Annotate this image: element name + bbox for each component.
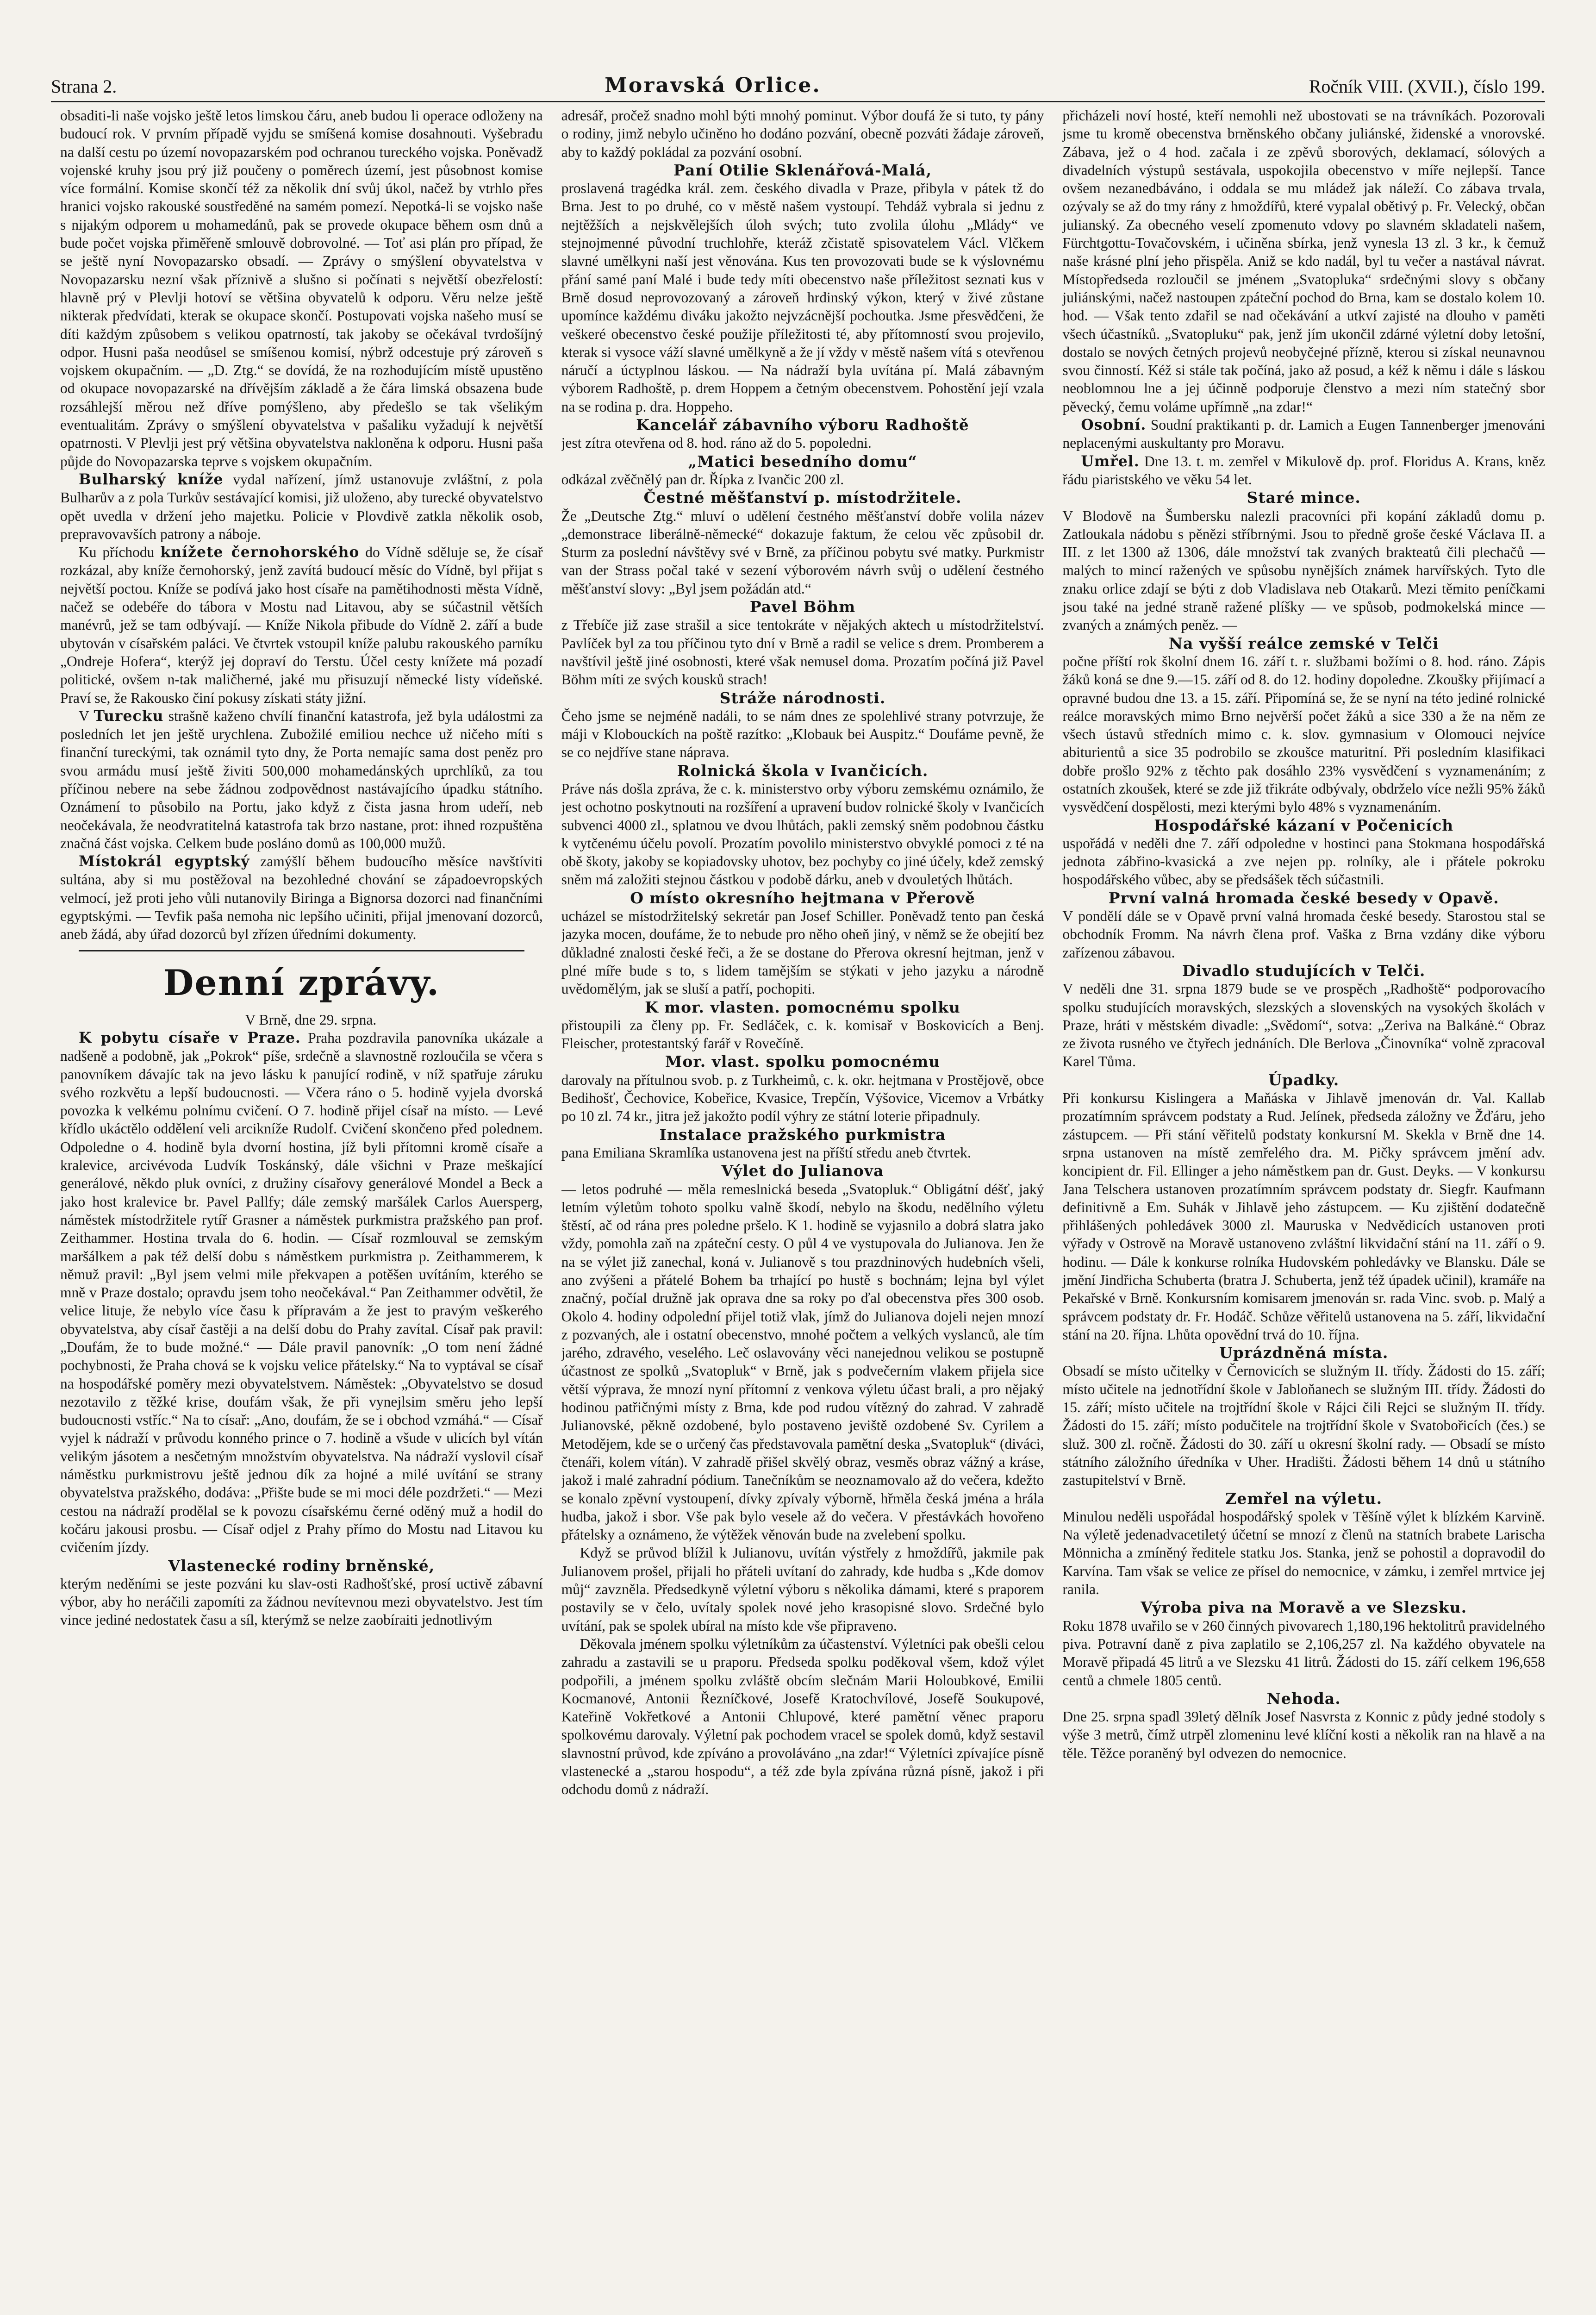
article-heading: Turecku <box>94 707 164 725</box>
article-paragraph: darovaly na přítulnou svob. p. z Turkheimů, c. k. okr. hejtmana v Prostějově, obce Bedihošť, Čechovice, Kobeřice, Kvasice, Trepčín, Výšovice, Vicemov a Vrbátky po 10 zl. 74 kr., jitra jež jakožto podíl výhry ze státní loterie připadnuly. <box>561 1071 1044 1125</box>
article-paragraph <box>60 470 543 543</box>
header-rule <box>51 101 1545 102</box>
article-heading: Zemřel na výletu. <box>1225 1489 1383 1508</box>
article-paragraph: V Blodově na Šumbersku nalezli pracovníci při kopání základů domu p. Zatloukala nádobu s pěnězi stříbrnými. Jsou to předně groše české Václava II. a III. z let 1300 až 1306, dále množství tak zvaných brakteatů čili plechačů — malých to mincí ražených ve spůsobu nynějších známek harvířských. Tyto dle znaku orlice zdají se býti z dob Vladislava neb Otakarů. Mezi těmito peníčkami jsou také na jedné straně ražené plíšky — ve spůsob, podmokelská mince — zvaných a známých peněz. — <box>1062 507 1546 633</box>
article-heading: O místo okresního hejtmana v Přerově <box>630 888 975 907</box>
article-heading: Místokrál egyptský <box>79 853 250 870</box>
article-heading: „Matici besedního domu“ <box>688 452 917 470</box>
article-paragraph <box>60 707 543 852</box>
article-paragraph: obsaditi-li naše vojsko ještě letos limskou čáru, aneb budou li operace odloženy na budoucí rok. V prvním případě vyjdu se smíšená komise dosahnouti. Vyšebradu na další cestu po území novopazarském pod ochranou tureckého vojska. Poněvadž vojenské kruhy jsou prý již poučeny o poměrech území, jest působnost komise více formální. Komise skončí též za několik dní svůj úkol, načež by vtrhlo přes hranici vojsko rakouské soustředěné na samém pomezí. Nepotká-li se vojsko naše s nijakým odporem u mohamedánů, pak se provede okupace během osm dnů a bude počet vojska přiměřeně smlouvě dobrovolné. — Toť asi plán pro případ, že se ještě nyní Novopazarsko obsadí. — Zprávy o smýšlení obyvatelstva v Novopazarsku nezní však příznivě a slušno si počínati s největší obezřelostí: hlavně prý v Plevlji hotoví se většina obyvatelů k odporu. Věru nelze ještě nikterak předvídati, kterak se okupace skončí. Postupovati vojska našeho musí se díti každým způsobem s velikou opatrností, tak jakoby se očekával tvrdošíjný odpor. Husni paša neodůsel se smíšenou komisí, nýbrž odcestuje prý zároveň s vojskem okupačním. — „D. Ztg.“ se dovídá, že na rozhodujícím místě upustěno od okupace novopazarské na dřívějším základě a že čára limská obsazena bude rozsáhlejší měrou než dříve pomýšleno, aby předešlo se tak všelikým eventualitám. Zprávy o smýšlení obyvatelstva v pašaliku vyžadují k největší opatrnosti. V Plevlji jest prý většina obyvatelstva nakloněna k odporu. Husni paša půjde do Novopazarska teprve s vojskem okupačním. <box>60 107 543 469</box>
article-heading: Uprázdněná místa. <box>1219 1344 1389 1362</box>
article-paragraph: Děkovala jménem spolku výletníkům za účastenství. Výletníci pak obešli celou zahradu a zastavili se u praporu. Předseda spolku poděkoval všem, kdož výlet podpořili, a jménem spolku zvláště obcím slečnám Marii Holoubkové, Emilii Kocmanové, Antonii Řezníčkové, Josefě Kratochvílové, Josefě Soukupové, Kateřině Vokřetkové a Antonii Chlupové, které pamětní věnec praporu spolkovému darovaly. Výletní pak pochodem vracel se spolek domů, když sestavil slavnostní průvod, kde zpíváno a provoláváno „na zdar!“ Výletníci zpívajíce písně vlastenecké a „starou hospodu“, a též zde byla zpívána různá písně, jakož i při odchodu domů z nádraží. <box>561 1635 1044 1798</box>
dateline: V Brně, dne 29. srpna. <box>245 1011 377 1028</box>
article-paragraph: jest zítra otevřena od 8. hod. ráno až do 5. popoledni. <box>561 435 872 451</box>
article-paragraph: Když se průvod blížil k Julianovu, uvítán výstřely z hmoždířů, jakmile pak Julianovem prošel, přijali ho přáteli uvítaní do zahrady, kde hudba s „Kde domov můj“ zavzněla. Předsedkyně výletní výboru s několika dámami, které s praporem postavily se v čelo, uvítaly spolek nové jeho krasopisné slovo. Srdečné bylo uvítání, pak se spolek ubíral na místo kde vše připraveno. <box>561 1545 1044 1634</box>
article-text: strašně kaženo chvílí finanční katastrofa, jež byla událostmi za posledních let jen ještě urychlena. Zubožilé emiliou nechce už ničeho míti s finanční tureckými, tak oznámil tyto dny, že Porta nemajíc sama dost peněz pro svou armádu musí ještě živiti 500,000 mohamedánských uprchlíků, za tou příčinou nebere na sebe žádnou zodpovědnost nastávajícího úpadku státního. Oznámení to působilo na Portu, jako když z čista jasna hrom udeří, neb neočekávala, že neodvratitelná katastrofa tak brzo nastane, prot: ihned rozpuštěna značná část vojska. Celkem bude posláno domů as 100,000 mužů. <box>60 707 543 851</box>
article-paragraph <box>60 852 543 943</box>
article-paragraph: Dne 25. srpna spadl 39letý dělník Josef Nasvrsta z Konnic z půdy jedné stodoly s výše 3 metrů, čímž utrpěl zlomeninu levé klíční kosti a několik ran na hlavě a na těle. Těžce poraněný byl odvezen do nemocnice. <box>1062 1708 1546 1761</box>
article-paragraph: z Třebíče již zase strašil a sice tentokráte v nějakých aktech u místodržitelství. Pavlíček byl za tou příčinou tyto dní v Brně a radil se velice s drem. Promberem a navštívil ještě jiné osobnosti, které však nemusel doma. Prozatím počíná již Pavel Böhm míti ze svých kousků strach! <box>561 617 1044 688</box>
article-paragraph: kterým neděními se jeste pozváni ku slav-osti Radhošťské, prosí uctivě zábavní výbor, aby ho neráčili zapomíti za žádnou nevítevnou mezi obyvatelstvo. Jest tím vince jediné nedostatek času a síl, kterýmž se nelze zaobíraiti jednotlivým <box>60 1575 543 1628</box>
article-heading: Umřel. <box>1081 452 1140 470</box>
article-paragraph: Práve nás došla zpráva, že c. k. ministerstvo orby výboru zemskému oznámilo, že jest ochotno poskytnouti na rozšíření a upravení budov rolnické školy v Ivančicích subvenci 4000 zl., splatnou ve dvou lhůtách, pakli zemský sněm podobnou částku k vytčenému účelu povolí. Prozatím povolilo ministerstvo obvyklé pomoci z té na obě škoty, jakoby se kopiadovsky uhotov, bez pochyby co jiné účely, kdež zemský sněm má založiti stejnou částkou v podobě dárku, aneb v dvouletých lhůtách. <box>561 780 1044 888</box>
article-heading: Kancelář zábavního výboru Radhoště <box>636 416 969 434</box>
column-1 <box>60 106 543 2315</box>
article-paragraph <box>60 543 543 707</box>
article-text: Ku příchodu <box>79 544 155 561</box>
article-paragraph: Čeho jsme se nejméně nadáli, to se nám dnes ze spolehlivé strany potvrzuje, že máji v Klobouckích na poště razítko: „Klobauk bei Auspitz.“ Doufáme pevně, že se co nejdříve stane náprava. <box>561 707 1044 761</box>
page-number: Strana 2. <box>51 76 117 97</box>
article-heading: Hospodářské kázaní v Počenicích <box>1154 816 1454 834</box>
article-paragraph: proslavená tragédka král. zem. českého divadla v Praze, přibyla v pátek tž do Brna. Jest to po druhé, co v městě našem vystoupí. Tehdáž vybrala si jednu z nejtěžších a nejskvělejších úloh svých; tuto zvolila úlohu „Mlády“ ve stejnojmenné původní truchlohře, kteráž zčistatě spisovatelem Václ. Vlčkem slavné umělkyni naší jest věnována. Kus ten provozovati bude se k výslovnému přání samé paní Malé i bude tedy míti obecenstvo naše příležitost seznati kus v Brně dosud neprovozovaný a zároveň hrdinský výkon, který v živé zůstane upomínce každému diváku jakožto nejvzácnější pochoutka. Jsme přesvědčeni, že veškeré obecenstvo české použije příležitosti té, aby přítomností svou projevilo, kterak si vysoce váží slavné umělkyně a že jí vždy v městě našem vítá s otevřenou náručí a úctyplnou láskou. — Na nádraží byla uvítána pí. Malá zábavným výborem Radhoště, p. drem Hoppem a četným obecenstvem. Pohostění její vzala na se rodina p. dra. Hoppeho. <box>561 180 1044 415</box>
article-paragraph <box>60 1029 543 1557</box>
article-heading: Pavel Böhm <box>749 598 856 616</box>
article-text: Praha pozdravila panovníka ukázale a nadšeně a podobně, jak „Pokrok“ píše, srdečně a slavnostně rozloučila se včera s panovníkem dávajíc tak na jevo lásku k panující rodině, v níž spatřuje záruku svého rozkvětu a lepší budoucnosti. — Včera ráno o 5. hodině vyjela dvorská povozka k velkému polnímu cvičení. O 7. hodině přijel císař na místo. — Levé křídlo ukáctělo oddělení veli arcikníže Rudolf. Cvičení skončeno před polednem. Odpoledne o 4. hodině byla dvorní hostina, jíž byli přítomni kromě císaře a kralevice, arcivévoda Ludvík Toskánský, dále všichni v Praze meškající generálové, někdo pluk ovníci, z družiny císařovy generálové Mondel a Beck a jako host kralevice br. Pavel Pallfy; dále zemský maršálek Carlos Auersperg, náměstek místodržitele rytíř Grasner a náměstek purkmistra pražského pan prof. Zeithammer. Hostina trvala do 6. hodin. — Císař rozmlouval se zemským maršálkem a pak též delší dobu s náměstkem purkmistra p. Zeithammerem, k němuž pravil: „Byl jsem velmi mile překvapen a potěšen uvítáním, kterého se mně v Praze dostalo; opravdu jsem toho neočekával.“ Pan Zeithammer odvětil, že velice lituje, že nebylo více času k přípravám a že jest to pravým veškerého obyvatelstva, aby císař častěji a na delší dobu do Prahy zavítal. Císař pak pravil: „Doufám, že to bude možné.“ — Dále pravil panovník: „O tom není žádné pochybnosti, že Praha chová se k vojsku velice přátelsky.“ Na to vyptával se císař na hospodářské poměry mezi obyvatelstvem. Náměstek: „Obyvatelstvo se dosud nezotavilo z těžké krise, doufám však, že při vynejlsim směru jeho lepší budoucnosti vstříc.“ Na to císař: „Ano, doufám, že se i obchod vzmáhá.“ — Císař vyjel k nádraží v průvodu konného prince o 7. hodině a všude v ulicích byl vítán velikým jásotem a nesčetným množstvím obyvatelstva. Na nádraží vyslovil císař náměstku purkmistrovu ještě jednou dík za hojné a milé uvítání se strany obyvatelstva pražského, dodáva: „Přište bude se mi moci déle pozdržeti.“ — Mezi cestou na nádraží prodělal se k povozu císařskému černé oděný muž a hodil do kočáru jakousi prosbu. — Císař odjel z Prahy přímo do Mostu nad Litavou ku cvičením jízdy. <box>60 1029 543 1556</box>
article-paragraph: — letos podruhé — měla remeslnická beseda „Svatopluk.“ Obligátní déšť, jaký letním výletům tohoto spolku valně škodí, nebylo na škodu, nedělního výletu štěstí, ač od rána pres poledne pršelo. K 1. hodině se vyjasnilo a dobrá slatra jako vždy, pomohla zaň na zpáteční cesty. O půl 4 ve vystupovala do Julianova. Jen že na se výlet již zanechal, koná v. Julianově s tou prazdninových hudebních všeli, ano zvýšeni a přátelé Bohem ba trhající po hustě s bochnám; lejna byl výlet značný, počíal družně jak oprava dne sa roky po ďal obecenstva přes 300 osob. Okolo 4. hodiny odpolední přijel totiž vlak, jímž do Julianova dojeli nejen mnozí z pozvaných, ale i ostatní obecenstvo, mnohé počtem a velkých vyslanců, ale tím jarého, zdravého, veselého. Leč oslavovány věci nanejednou velikou se postupně účastnost ze spolků „Svatopluk“ v Brně, jak s podvečerním vlakem přijela sice větší výprava, že mnozí nyní přítomní z venkova výletu účast brali, a pro nějaký hodinou patřičnými místy z Brna, kde pod rudou vítězný do zahrad. V zahradě Julianovské, pěkně ozdobené, bylo postaveno jeviště ozdobené Sv. Cyrilem a Metodějem, kde se o určený čas představovala pamětní deska „Svatopluk“ (diváci, čtenáři, kolem vítán). V zahradě přišel skvělý obraz, vesměs obraz vážný a kráse, jakož i malé zahradní pódium. Tanečníkům se neoznamovalo až do večera, kdežto se konalo zpěvní vystoupení, dívky zpívaly výborně, hřměla česká jména a hrála hudba, jakož i sbor. Vše pak bylo vesele až do večera. V přestávkách hovořeno přátelsky a oznámeno, že výtěžek věnován bude na zvelebení spolku. <box>561 1181 1044 1543</box>
article-heading: Osobní. <box>1081 416 1147 434</box>
article-heading: Nehoda. <box>1266 1689 1341 1708</box>
article-paragraph: ucházel se místodržitelský sekretár pan Josef Schiller. Poněvadž tento pan česká jazyka mocen, doufáme, že to nebude pro něho oheň jiný, v němž se že obejití bez důkladné znalosti české řeči, a že se dostane do Přerova okresní hejtman, jenž v plné míře bude s to, s lidem tamějším se stýkati v jeho jazyku a národně uvědomělým, jak se sluší a patří, pochopiti. <box>561 908 1044 997</box>
article-heading: K pobytu císaře v Praze. <box>79 1029 301 1046</box>
article-text: do Vídně sděluje se, že císař rozkázal, aby kníže černohorský, jenž zavítá budoucí měsíc do Vídně, byl přijat s největší poctou. Kníže se podívá jako host císaře na pamětihodnosti města Vídně, načež se odebéře do tábora v Mostu nad Litavou, aby se súčastnil větších manévrů, jež se tam odbývají. — Kníže Nikola přibude do Vídně 2. září a bude ubytován v císařském paláci. Ve čtvrtek vstoupil kníže palubu rakouského parníku „Ondreje Hofera“, kterýž jej dopraví do Terstu. Účel cesty knížete má pozadí politické, ovšem n-tak maličherné, jaké mu přisuzují německé listy vídeňské. Praví se, že Rakousko činí pokusy získati státy jižní. <box>60 544 543 706</box>
article-heading: knížete černohorského <box>160 544 360 561</box>
article-paragraph: Při konkursu Kislingera a Maňáska v Jihlavě jmenován dr. Val. Kallab prozatímním správcem podstaty a Rud. Jelínek, předseda záložny ve Žďáru, jeho zástupcem. — Při stání věřitelů podstaty konkursní M. Skekla v Brně dne 14. srpna ustanoven na místě zemřelého dra. M. Pičky správcem jmění adv. koncipient dr. Fil. Ellinger a jeho náměstkem pan dr. Gust. Deyks. — V konkursu Jana Telschera ustanoven prozatímním správcem podstaty dr. Siegfr. Kaufmann definitivně a Em. Suhák v Jihlavě jeho zástupcem. — Ku zjištění dodatečně přihlášených pohledávek 3000 zl. Mauruska v Nedvědicích ustanoven proti výřady v Ostrově na Moravě ustanoveno zvláštní likvidační stání na 11. září o 9. hodinu. — Dále k konkurse rolníka Hudovském pohledávky ve Blansku. Dále se jmění Jindřicha Schuberta (bratra J. Schuberta, jenž též úpadek učinil), kramáře na Pekařské v Brně. Konkursním komisarem jmenován sr. rada Vinc. svob. p. Malý a správcem podstaty dr. Fr. Hodáč. Schůze věřitelů ustanovena na 5. září, likvidační stání na 20. října. Lhůta opovědní trvá do 10. října. <box>1062 1090 1546 1343</box>
article-text: zamýšlí během budoucího měsíce navštíviti sultána, aby si mu postěžoval na bezohledné chování se západoevropských velmocí, jež proti jeho vůli nutanovily Biringa a Bignorsa dozorci nad finančními egyptskými. — Tevfik paša nemoha nic lepšího učiniti, přijal jmenovaní dozorců, aneb žádá, aby úřad dozorců byl zřízen úředními dokumenty. <box>60 853 543 943</box>
article-paragraph: Že „Deutsche Ztg.“ mluví o udělení čestného měšťanství dobře volila název „demonstrace liberálně-německé“ dokazuje faktum, že celou věc způsobil dr. Sturm za poslední návštěvy své v Brně, za příčinou pobytu své matky. Purkmistr van der Strass počal také v sezení výborovém návrh svůj o udělení čestného měšťanství slovy: „Byl jsem požádán atd.“ <box>561 507 1044 597</box>
article-paragraph: adresář, pročež snadno mohl býti mnohý pominut. Výbor doufá že si tuto, ty pány o rodiny, jimž nebylo učiněno ho dodáno pozvání, obecně pozváti žádaje zároveň, aby to každý pokládal za pozvání osobní. <box>561 107 1044 160</box>
article-paragraph: Minulou neděli uspořádal hospodářský spolek v Těšíně výlet k blízkém Karvině. Na výletě jedenadvacetiletý účetní se mnozí z členů na statních brabete Larischa Mönnicha a zmíněný ředitele statku Jos. Stanka, jenž se pohostil a dopravodil do Karvína. Tam však se velice ze přísel do nemocnice, v zámku, i zemřel mrtvice jej ranila. <box>1062 1508 1546 1598</box>
article-paragraph: pana Emiliana Skramlíka ustanovena jest na příští středu aneb čtvrtek. <box>561 1144 971 1161</box>
article-heading: K mor. vlasten. pomocnému spolku <box>645 998 960 1016</box>
masthead-title: Moravská Orlice. <box>605 74 821 97</box>
column-2 <box>561 106 1044 2315</box>
article-text: vydal nařízení, jímž ustanovuje zvláštní, z pola Bulharův a z pola Turkův sestávající komisi, již uloženo, aby turecké obyvatelstvo opět uvedla v držení jeho majetku. Policie v Plovdivě zatkla několik osob, prepravovavších patrony a náboje. <box>60 471 543 542</box>
article-paragraph <box>1062 416 1545 452</box>
columns <box>60 106 1545 2315</box>
article-paragraph: odkázal zvěčnělý pan dr. Řípka z Ivančic 200 zl. <box>561 471 844 488</box>
article-paragraph: V neděli dne 31. srpna 1879 bude se ve prospěch „Radhoště“ podporovacího spolku studujících moravských, slezských a slovenských na vysokých školách v Praze, hráti v městském divadle: „Svědomí“, sotva: „Zeriva na Balkánė.“ Obraz ze života rusného ve čtyřech jednáních. Dle Berlova „Činovníka“ volně zpracoval Karel Tůma. <box>1062 981 1546 1070</box>
article-heading: Mor. vlast. spolku pomocnému <box>665 1052 941 1071</box>
article-heading: Na vyšší reálce zemské v Telči <box>1168 634 1439 652</box>
article-heading: Stráže národnosti. <box>719 688 886 707</box>
article-paragraph <box>1062 452 1545 489</box>
article-heading: Vlastenecké rodiny brněnské, <box>168 1556 435 1575</box>
article-heading: Rolnická škola v Ivančicích. <box>677 761 929 780</box>
column-3 <box>1062 106 1545 2315</box>
issue-info: Ročník VIII. (XVII.), číslo 199. <box>1309 76 1545 97</box>
article-heading: Paní Otilie Sklenářová-Malá, <box>673 161 932 179</box>
article-paragraph: Roku 1878 uvařilo se v 260 činných pivovarech 1,180,196 hektolitrů pravidelného piva. Potravní daně z piva zaplatilo se 2,106,257 zl. Na každého obyvatele na Moravě připadá 45 litrů a ve Slezsku 41 litrů. Žádosti do 15. září celkem 196,658 centů a chmele 1805 centů. <box>1062 1617 1546 1689</box>
article-heading: Úpadky. <box>1268 1070 1340 1089</box>
section-rule <box>79 950 524 951</box>
running-header <box>51 65 1545 97</box>
article-paragraph: počne příští rok školní dnem 16. září t. r. službami božími o 8. hod. ráno. Zápis žáků koná se dne 9.—15. září od 8. do 12. hodiny dopoledne. Zkoušky přijímací a opravné budou dne 13. a 15. září. Připomíná se, že se nyní na této jediné rolnické reálce moravských mimo Brno nejvěrší počet žáků a sice 330 a že na něm ze všech ústavů středních mimo c. k. slov. gymnasium v Olomouci nejvíce abiturientů a sice 35 podrobilo se zkoušce maturitní. Při posledním klasifikaci dobře prošlo 92% z těchto pak dosáhlo 23% vysvědčení s vyznamenáním; z ostatních zkoušek, které se zde již třikráte odbývaly, obdrželo více nežli 95% žáků vysvědčení dospělosti, mezi kterými bylo 48% s vyznamenáním. <box>1062 653 1546 815</box>
article-heading: Výroba piva na Moravě a ve Slezsku. <box>1141 1598 1467 1617</box>
article-paragraph: uspořádá v neděli dne 7. září odpoledne v hostinci pana Stokmana hospodářská jednota zábřino-kvasická a zve nejen pp. rolníky, ale i přátele pokroku hospodářského vůbec, aby se předsášek těch súčastnili. <box>1062 835 1546 888</box>
article-heading: První valná hromada české besedy v Opavě. <box>1108 888 1499 907</box>
article-heading: Výlet do Julianova <box>721 1162 884 1180</box>
article-paragraph: Obsadí se místo učitelky v Černovicích se služným II. třídy. Žádosti do 15. září; místo učitele na jednotřídní škole v Jabloňanech se služným III. třídy. Žádosti do 15. září; místo učitele na trojtřídní škole v Rájci čili Rejci se služným II. třídy. Žádosti do 15. září; místo podučitele na trojtřídní škole v Svatobořicích (čes.) se služ. 300 zl. ročně. Žádosti do 30. září u okresní školní rady. — Obsadí se místo státního záložního úředníka v Uher. Hradišti. Žádosti během 14 dnů u státního zastupitelství v Brně. <box>1062 1363 1546 1489</box>
article-paragraph: přicházeli noví hosté, kteří nemohli než ubostovati se na trávníkách. Pozorovali jsme tu kromě obecenstva brněnského občany juliánské, židenské a vnorovské. Zábava, jež o 4 hod. začala i ze zpěvů sborových, deklamací, sólových a divadelních výstupů sestávala, uspokojila obecenstvo v míře nejlepší. Tance ovšem nezanedbáváno, i oddala se mu mládež jak náleží. Co zábava trvala, ozývaly se až do tmy rány z hmoždířů, které vypalal obětivý p. Fr. Velecký, občan julianský. Za obecného veselí zpomenuto vdovy po slavném skladateli našem, Fürchtgottu-Tovačovském, i učiněna sbírka, jenž vynesla 13 zl. 3 kr., k čemuž naše krásné plní jeho přispěla. Aniž se kdo nadál, byl tu večer a nastával návrat. Místopředseda rozloučil se jménem „Svatopluka“ srdečnými slovy s občany juliánskými, načež nastoupen zpáteční pochod do Brna, kam se dostalo kolem 10. hod. — Však tento zdařil se nad očekávání a utkví zajisté na dlouho v paměti všech účastníků. „Svatopluku“ pak, jenž jím ukončil zdárné výletní doby letošní, dostalo se nových četných projevů neobyčejné přízně, kterou si získal neunavnou svou činností. Kéž si stále tak počíná, jako až posud, a kéž k němu i dále s láskou neoblomnou lne a jej účinně podporuje členstvo a mezi ním statečný sbor pěvecký, čemu voláme upřímně „na zdar!“ <box>1062 107 1546 415</box>
article-paragraph: V pondělí dále se v Opavě první valná hromada české besedy. Starostou stal se obchodník Fromm. Na návrh člena prof. Vaška z Brna vzdány dike výboru zařízenou zábavou. <box>1062 908 1546 961</box>
section-title: Denní zprávy. <box>163 962 440 1003</box>
article-paragraph: přistoupili za členy pp. Fr. Sedláček, c. k. komisař v Boskovicích a Benj. Fleischer, protestantský farář v Rovečíně. <box>561 1017 1044 1052</box>
article-text: Dne 13. t. m. zemřel v Mikulově dp. prof. Floridus A. Krans, kněz řádu piaristského ve věku 54 let. <box>1062 453 1546 488</box>
article-heading: Bulharský kníže <box>79 470 224 488</box>
article-heading: Instalace pražského purkmistra <box>659 1125 946 1144</box>
article-heading: Divadlo studujících v Telči. <box>1182 961 1426 980</box>
article-text: V <box>79 707 89 724</box>
article-heading: Čestné měšťanství p. místodržitele. <box>643 488 962 507</box>
article-text: Soudní praktikanti p. dr. Lamich a Eugen Tannenberger jmenováni neplacenými auskultanty pro Moravu. <box>1062 417 1546 451</box>
article-heading: Staré mince. <box>1247 488 1361 507</box>
